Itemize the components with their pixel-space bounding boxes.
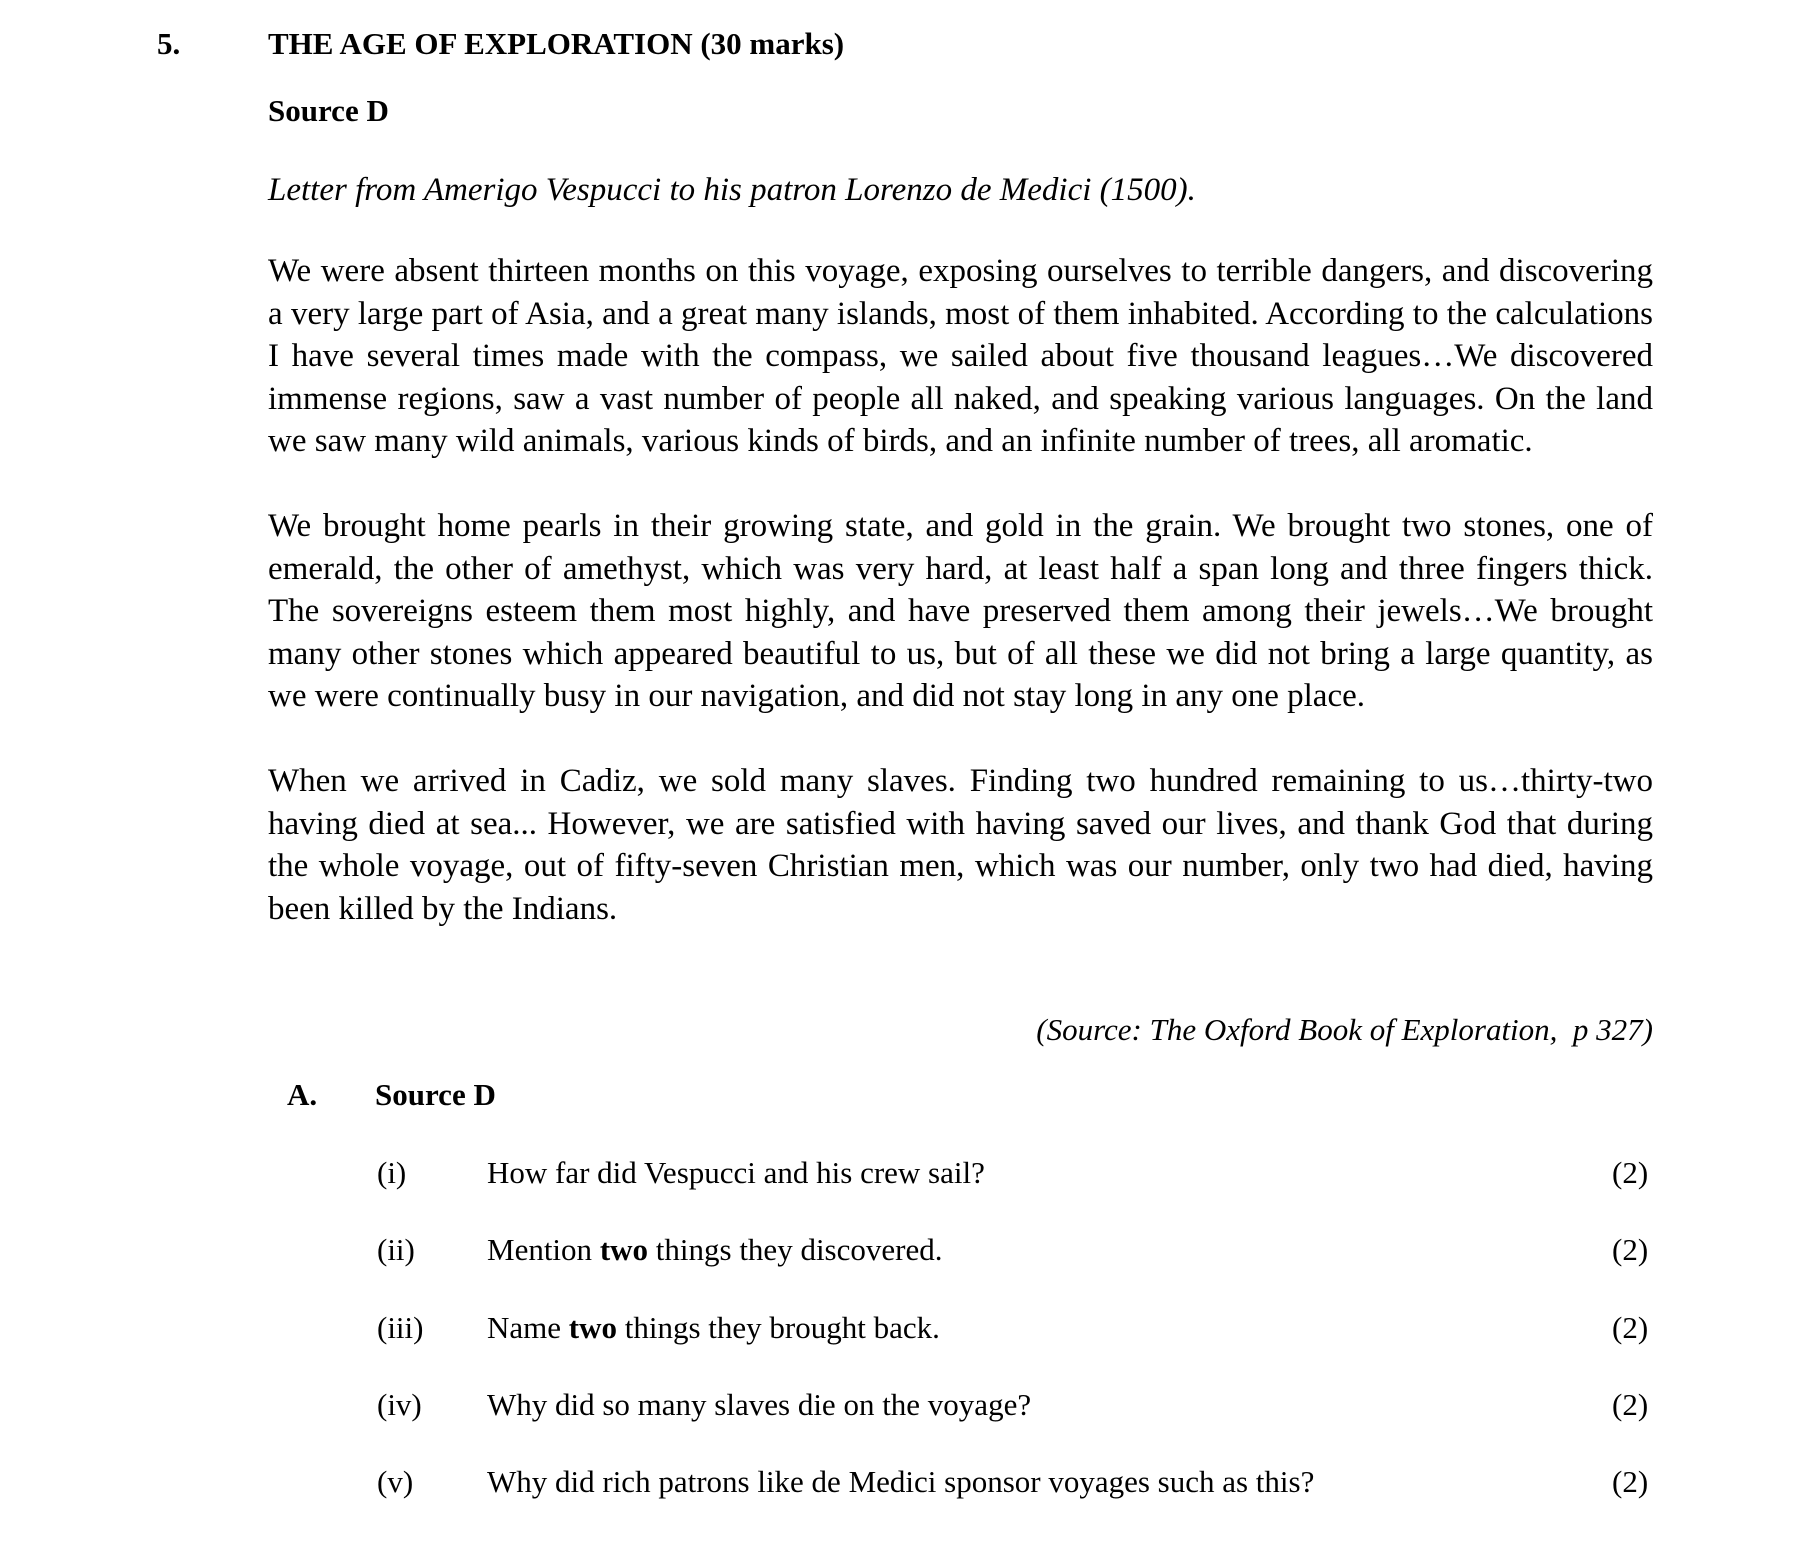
- question-item-text: [487, 1387, 1031, 1423]
- question-item-number: (iv): [377, 1386, 422, 1422]
- question-item-number: (v): [377, 1464, 414, 1500]
- question-emphasis: two: [568, 1309, 617, 1345]
- question-item-text: [487, 1464, 1314, 1500]
- question-item-number: (iii): [377, 1309, 424, 1345]
- question-marks: (2): [1612, 1232, 1649, 1268]
- source-citation: (Source: The Oxford Book of Exploration, p 327): [1036, 1012, 1653, 1047]
- question-marks: (2): [1612, 1309, 1649, 1345]
- passage-paragraph: We brought home pearls in their growing state, and gold in the grain. We brought two stones, one of emerald, the other of amethyst, which was very hard, at least half a span long and three fingers thick. The sovereigns esteem them most highly, and have preserved them among their jewels…We brought many other stones which appeared beautiful to us, but of all these we did not bring a large quantity, as we were continually busy in our navigation, and did not stay long in any one place.: [268, 508, 1653, 714]
- question-text-part: Why did so many slaves die on the voyage?: [487, 1386, 1032, 1422]
- question-text-part: Mention: [487, 1232, 600, 1268]
- question-item-text: [487, 1155, 985, 1191]
- question-text-part: How far did Vespucci and his crew sail?: [487, 1155, 985, 1190]
- question-marks: (2): [1612, 1155, 1649, 1190]
- question-item-text: [487, 1310, 940, 1346]
- passage-paragraph: When we arrived in Cadiz, we sold many slaves. Finding two hundred remaining to us…thirty-two having died at sea... However, we are satisfied with having saved our lives, and thank God that during the whole voyage, out of fifty-seven Christian men, which was our number, only two had died, having been killed by the Indians.: [268, 763, 1653, 927]
- question-item: [0, 1155, 1818, 1232]
- section-title: Source D: [375, 1077, 496, 1112]
- source-heading: Source D: [268, 93, 389, 128]
- question-item: [0, 1232, 1818, 1309]
- question-item-number: (i): [377, 1155, 407, 1190]
- question-emphasis: two: [599, 1232, 649, 1268]
- question-item: [0, 1464, 1818, 1541]
- question-number: 5.: [157, 26, 181, 61]
- question-item-number: (ii): [377, 1232, 415, 1268]
- question-text-part: Name: [487, 1309, 569, 1345]
- section-letter: A.: [287, 1077, 318, 1112]
- question-text-part: things they brought back.: [617, 1309, 940, 1345]
- question-item: [0, 1310, 1818, 1387]
- question-item: [0, 1387, 1818, 1464]
- source-passage: [268, 250, 1653, 930]
- question-marks: (2): [1612, 1464, 1649, 1500]
- question-text-part: Why did rich patrons like de Medici sponsor voyages such as this?: [487, 1464, 1315, 1500]
- question-marks: (2): [1612, 1386, 1649, 1422]
- question-list: [0, 1155, 1818, 1541]
- source-subtitle: Letter from Amerigo Vespucci to his patron Lorenzo de Medici (1500).: [268, 172, 1196, 208]
- question-title: THE AGE OF EXPLORATION (30 marks): [268, 26, 845, 61]
- question-item-text: [487, 1232, 942, 1268]
- question-text-part: things they discovered.: [648, 1232, 943, 1268]
- passage-paragraph: We were absent thirteen months on this voyage, exposing ourselves to terrible dangers, and discovering a very large part of Asia, and a great many islands, most of them inhabited. According to the calculations I have several times made with the compass, we sailed about five thousand leagues…We discovered immense regions, saw a vast number of people all naked, and speaking various languages. On the land we saw many wild animals, various kinds of birds, and an infinite number of trees, all aromatic.: [268, 253, 1653, 459]
